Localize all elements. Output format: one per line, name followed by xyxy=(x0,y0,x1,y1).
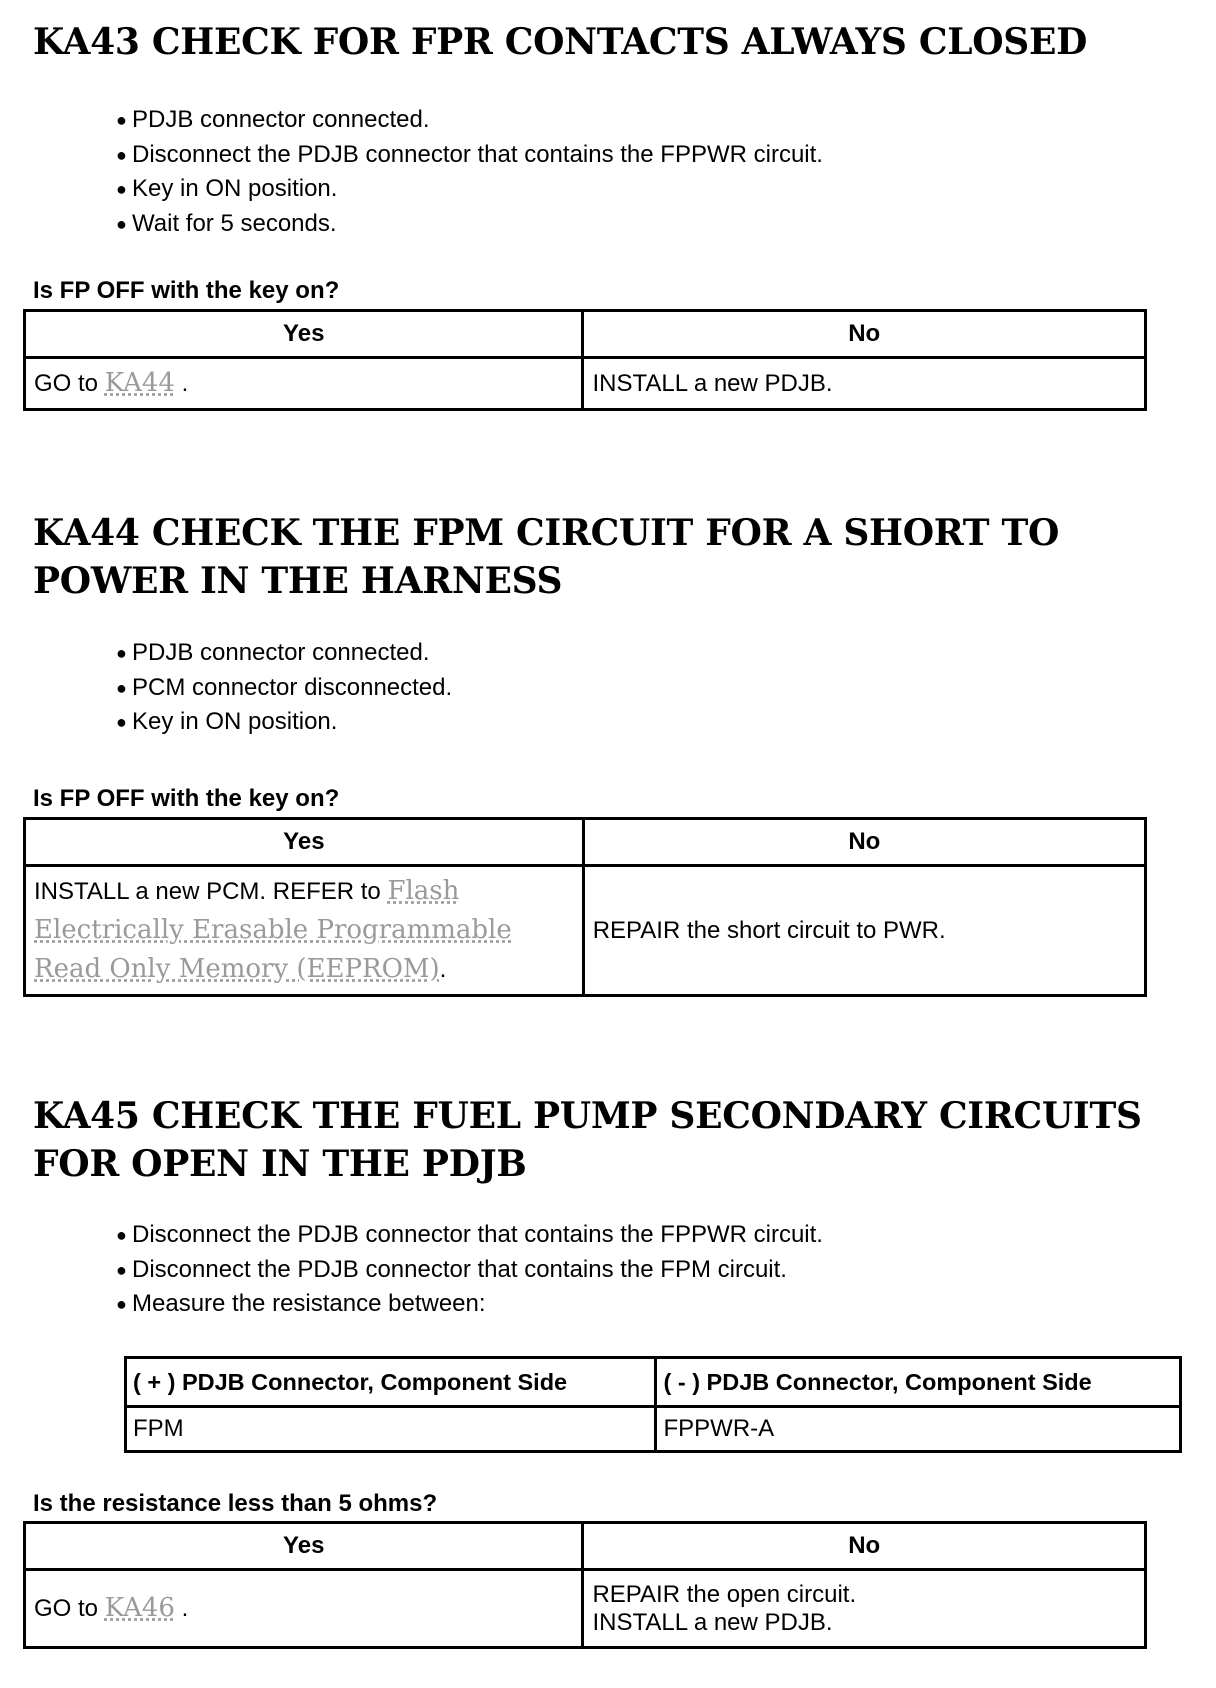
bullet-icon: ● xyxy=(116,110,127,130)
list-item: ● PCM connector disconnected. xyxy=(116,671,452,706)
bullet-icon: ● xyxy=(116,1225,127,1245)
steps-list-ka45 xyxy=(116,1218,823,1322)
no-header: No xyxy=(583,819,1145,866)
decision-table-ka45 xyxy=(23,1521,1147,1649)
no-header: No xyxy=(583,1523,1146,1570)
measurement-table-ka45 xyxy=(124,1356,1182,1453)
table-cell: FPM xyxy=(126,1407,656,1452)
yes-header: Yes xyxy=(25,1523,583,1570)
section-title-ka44: KA44 CHECK THE FPM CIRCUIT FOR A SHORT TO POWER IN THE HARNESS xyxy=(33,512,1060,602)
no-header: No xyxy=(583,311,1146,358)
bullet-icon: ● xyxy=(116,144,127,165)
yes-cell: GO to KA46 . xyxy=(25,1570,583,1648)
list-item: ● Disconnect the PDJB connector that contains the FPPWR circuit. xyxy=(116,1218,823,1253)
bullet-icon: ● xyxy=(116,179,127,199)
table-cell: FPPWR-A xyxy=(656,1407,1181,1452)
steps-list-ka43 xyxy=(116,103,823,241)
yes-cell: INSTALL a new PCM. REFER to Flash Electrically Erasable Programmable Read Only Memory (EEPROM). xyxy=(25,866,584,996)
bullet-icon: ● xyxy=(116,213,127,234)
yes-header: Yes xyxy=(25,819,584,866)
question-ka43: Is FP OFF with the key on? xyxy=(33,277,340,304)
list-item: ● Disconnect the PDJB connector that contains the FPM circuit. xyxy=(116,1253,823,1288)
list-item: ● Disconnect the PDJB connector that contains the FPPWR circuit. xyxy=(116,138,823,173)
bullet-icon: ● xyxy=(116,1259,127,1280)
question-ka44: Is FP OFF with the key on? xyxy=(33,785,340,812)
no-cell: REPAIR the open circuit. INSTALL a new PDJB. xyxy=(583,1570,1146,1648)
list-item: ● Measure the resistance between: xyxy=(116,1287,823,1322)
section-title-ka43: KA43 CHECK FOR FPR CONTACTS ALWAYS CLOSED xyxy=(33,21,1088,63)
link-flash-eeprom[interactable]: Flash Electrically Erasable Programmable Read Only Memory (EEPROM) xyxy=(34,876,512,984)
positive-lead-header: ( + ) PDJB Connector, Component Side xyxy=(126,1358,656,1407)
negative-lead-header: ( - ) PDJB Connector, Component Side xyxy=(656,1358,1181,1407)
link-ka44[interactable]: KA44 xyxy=(104,368,175,398)
bullet-icon: ● xyxy=(116,677,127,698)
decision-table-ka44 xyxy=(23,817,1147,997)
bullet-icon: ● xyxy=(116,712,127,732)
section-title-ka45: KA45 CHECK THE FUEL PUMP SECONDARY CIRCUITS FOR OPEN IN THE PDJB xyxy=(33,1095,1142,1185)
list-item: ● Key in ON position. xyxy=(116,705,452,740)
list-item: ● PDJB connector connected. xyxy=(116,103,823,138)
no-cell: REPAIR the short circuit to PWR. xyxy=(583,866,1145,996)
list-item: ● Key in ON position. xyxy=(116,172,823,207)
list-item: ● Wait for 5 seconds. xyxy=(116,207,823,242)
bullet-icon: ● xyxy=(116,1294,127,1314)
table-row xyxy=(126,1407,1181,1452)
yes-header: Yes xyxy=(25,311,583,358)
yes-cell: GO to KA44 . xyxy=(25,358,583,410)
bullet-icon: ● xyxy=(116,643,127,663)
link-ka46[interactable]: KA46 xyxy=(104,1593,175,1623)
no-cell: INSTALL a new PDJB. xyxy=(583,358,1146,410)
question-ka45: Is the resistance less than 5 ohms? xyxy=(33,1490,438,1517)
decision-table-ka43 xyxy=(23,309,1147,411)
steps-list-ka44 xyxy=(116,636,452,740)
list-item: ● PDJB connector connected. xyxy=(116,636,452,671)
